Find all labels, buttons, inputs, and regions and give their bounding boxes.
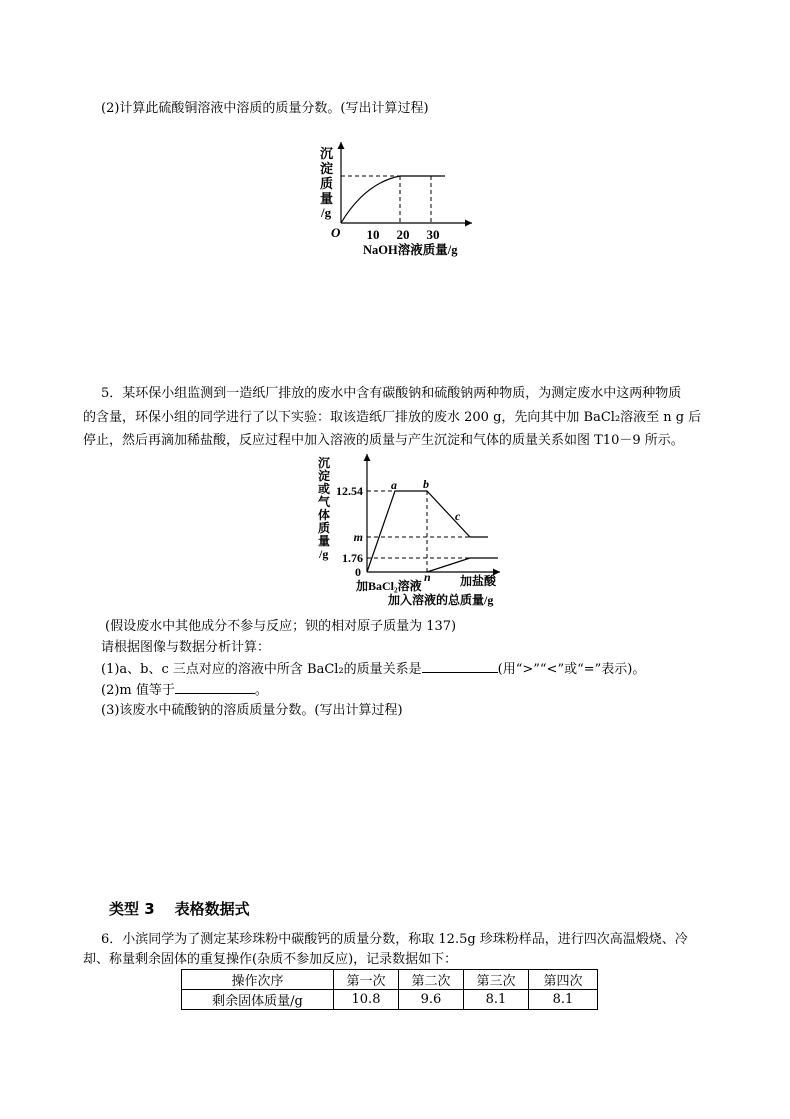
section-heading-title: 表格数据式 <box>174 900 250 918</box>
table-row <box>182 990 598 1010</box>
q6-line1: 6．小滨同学为了测定某珍珠粉中碳酸钙的质量分数，称取 12.5g 珍珠粉样品，进行四次高温煅烧、冷 <box>101 932 688 947</box>
q5-intro-line3: 停止，然后再滴加稀盐酸，反应过程中加入溶液的质量与产生沉淀和气体的质量关系如图 T10－9 所示。 <box>83 433 684 448</box>
table-cell: 8.1 <box>464 990 529 1010</box>
graph1-ylabel-4: 量 <box>320 191 334 206</box>
q5-sub1-text-end: (用“>”“<”或“=”表示)。 <box>497 662 646 677</box>
table-row-label: 剩余固体质量/g <box>182 990 334 1010</box>
section-heading-type: 类型 3 <box>109 900 155 918</box>
graph1-ylabel-1: 沉 <box>320 146 334 161</box>
graph1-ylabel-3: 质 <box>320 176 334 191</box>
graph1-xtick-20: 20 <box>396 227 410 242</box>
table-header-row <box>182 970 598 990</box>
graph2-y-176: 1.76 <box>342 551 363 565</box>
graph2-label-bacl2: 加BaCl₂溶液 <box>356 579 422 593</box>
q5-intro-line1: 5．某环保小组监测到一造纸厂排放的废水中含有碳酸钠和硫酸钠两种物质，为测定废水中这两种物质 <box>101 386 682 401</box>
section-heading <box>109 898 250 919</box>
table-header-cell: 第四次 <box>529 970 598 990</box>
graph2-gas-line <box>427 558 498 572</box>
q4-part2-text: (2)计算此硫酸铜溶液中溶质的质量分数。(写出计算过程) <box>101 101 429 116</box>
graph2-ylabel-6: 质 <box>318 521 331 535</box>
graph2-ylabel-8: /g <box>319 547 329 561</box>
graph2-precipitate-line <box>367 491 488 572</box>
graph1-origin: O <box>331 225 341 240</box>
graph2-ylabel-1: 沉 <box>318 456 331 470</box>
graph1-xtick-10: 10 <box>366 227 380 242</box>
q5-instruction: 请根据图像与数据分析计算： <box>101 640 271 655</box>
graph2-ylabel-2: 淀 <box>318 469 331 483</box>
graph2-x-n: n <box>424 570 431 584</box>
table-header-cell: 第三次 <box>464 970 529 990</box>
graph1-curve <box>341 176 445 223</box>
q5-sub2-answer-blank[interactable] <box>175 681 255 694</box>
graph2-y-m: m <box>353 530 363 544</box>
q6-data-table <box>181 969 598 1010</box>
table-cell: 8.1 <box>529 990 598 1010</box>
table-cell: 9.6 <box>399 990 464 1010</box>
graph1-ylabel-2: 淀 <box>320 161 334 176</box>
graph1-xlabel: NaOH溶液质量/g <box>363 243 458 257</box>
q5-intro-line2: 的含量，环保小组的同学进行了以下实验：取该造纸厂排放的废水 200 g，先向其中加 BaCl₂溶液至 n g 后 <box>83 410 702 425</box>
graph2-label-hcl: 加盐酸 <box>460 574 497 588</box>
q5-sub1-answer-blank[interactable] <box>422 660 498 673</box>
graph2-point-a: a <box>391 478 397 492</box>
precipitate-gas-graph <box>310 452 510 612</box>
table-header-cell: 第二次 <box>399 970 464 990</box>
graph2-origin: 0 <box>355 565 361 579</box>
graph2-xlabel: 加入溶液的总质量/g <box>388 593 494 607</box>
q6-line2: 却、称量剩余固体的重复操作(杂质不参加反应)，记录数据如下： <box>83 952 458 967</box>
q5-sub2-text-end: 。 <box>254 683 268 698</box>
graph2-ylabel-3: 或 <box>318 482 331 496</box>
graph2-point-c: c <box>455 509 461 523</box>
graph2-ylabel-5: 体 <box>318 508 331 522</box>
graph1-xtick-30: 30 <box>426 227 440 242</box>
precipitate-graph <box>310 138 490 260</box>
graph2-point-b: b <box>423 477 429 491</box>
graph2-ylabel-4: 气 <box>318 495 331 509</box>
q5-subquestion-3: (3)该废水中硫酸钠的溶质质量分数。(写出计算过程) <box>101 703 403 718</box>
graph2-y-1254: 12.54 <box>336 484 363 498</box>
table-header-cell: 操作次序 <box>182 970 334 990</box>
q5-sub1-text: (1)a、b、c 三点对应的溶液中所含 BaCl₂的质量关系是 <box>101 662 422 677</box>
q5-sub2-text: (2)m 值等于 <box>101 683 175 698</box>
q5-note: (假设废水中其他成分不参与反应；钡的相对原子质量为 137) <box>105 619 457 634</box>
q5-subquestion-1 <box>101 660 645 679</box>
table-cell: 10.8 <box>334 990 399 1010</box>
graph1-ylabel-5: /g <box>321 205 332 220</box>
q5-subquestion-2 <box>101 681 268 700</box>
table-header-cell: 第一次 <box>334 970 399 990</box>
graph2-ylabel-7: 量 <box>318 534 331 548</box>
